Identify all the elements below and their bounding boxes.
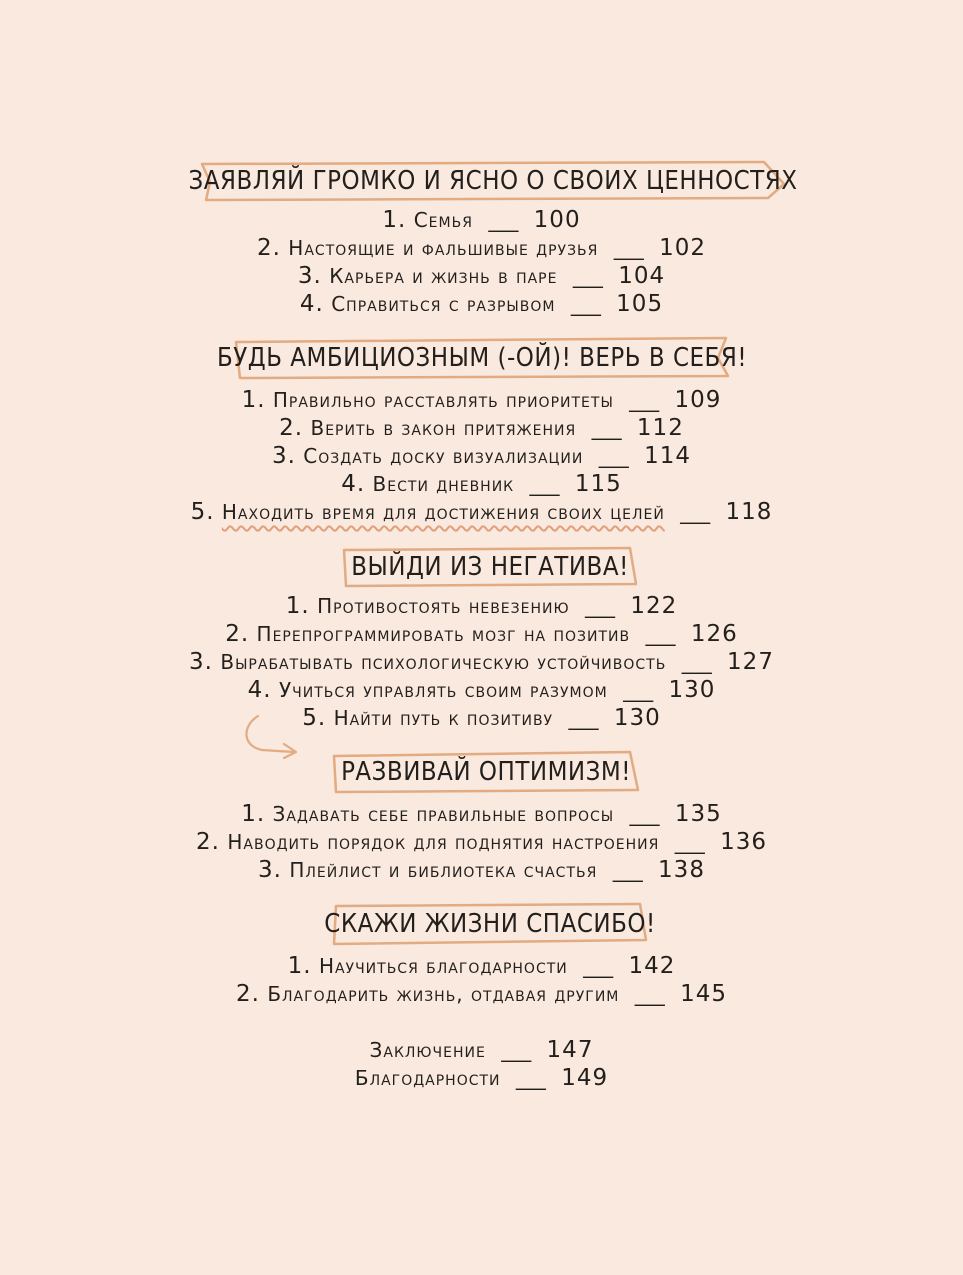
leader-dash: ___ [623,678,654,702]
section-2-banner [216,336,748,380]
leader-dash: ___ [612,858,643,882]
entry-page: 114 [644,443,691,469]
section-4-title: РАЗВИВАЙ ОПТИМИЗМ! [341,757,631,787]
entry-page: 109 [674,387,722,413]
leader-dash: ___ [613,236,644,260]
entry-page: 135 [674,801,722,827]
section-4-banner [330,750,642,794]
entry-page: 112 [636,415,684,441]
entry-title: Найти путь к позитиву [333,706,554,730]
entry-title: Правильно расставлять приоритеты [272,388,614,412]
entry-title: Справиться с разрывом [331,292,556,316]
entry-page: 145 [680,981,727,1007]
leader-dash: ___ [598,444,629,468]
entry-number: 1. [241,801,266,827]
leader-dash: ___ [681,650,712,674]
entry-number: 5. [302,705,327,731]
entry-number: 4. [341,471,366,497]
leader-dash: ___ [629,802,660,826]
entry-number: 2. [256,235,281,261]
toc-entry[interactable] [0,952,963,980]
entry-page: 130 [613,705,661,731]
leader-dash: ___ [584,594,615,618]
entry-number: 2. [196,829,220,855]
entry-number: 3. [271,443,296,469]
entry-title: Перепрограммировать мозг на позитив [256,622,631,646]
entry-title: Плейлист и библиотека счастья [289,858,598,882]
entry-title: Карьера и жизнь в паре [329,264,558,288]
entry-title: Учиться управлять своим разумом [278,678,608,702]
toc-entry[interactable] [0,592,963,620]
entry-page: 127 [727,649,774,675]
leader-dash: ___ [629,388,660,412]
entry-number: 2. [236,981,260,1007]
toc-entry[interactable] [0,414,963,442]
entry-title: Вырабатывать психологическую устойчивость [220,650,667,674]
entry-page: 147 [546,1037,594,1063]
section-1-banner [188,160,798,202]
entry-title: Заключение [369,1038,486,1062]
toc-entry[interactable] [0,856,963,884]
toc-entry[interactable] [0,290,963,318]
entry-number: 4. [247,677,272,703]
leader-dash: ___ [674,830,705,854]
toc-entry[interactable] [0,620,963,648]
entry-page: 126 [690,621,738,647]
toc-entry[interactable] [0,800,963,828]
leader-dash: ___ [501,1038,532,1062]
leader-dash: ___ [529,472,560,496]
toc-entry[interactable] [0,704,963,732]
entry-page: 104 [618,263,666,289]
leader-dash: ___ [583,954,614,978]
entry-page: 149 [561,1065,609,1091]
entry-number: 1. [382,207,407,233]
leader-dash: ___ [570,292,601,316]
entry-number: 3. [297,263,322,289]
entry-title: Благодарности [354,1066,501,1090]
entry-title: Противостоять невезению [317,594,570,618]
entry-title: Настоящие и фальшивые друзья [288,236,599,260]
entry-number: 4. [299,291,324,317]
entry-title: Верить в закон притяжения [310,416,577,440]
entry-title: Семья [413,208,473,232]
entry-number: 2. [225,621,250,647]
toc-entry[interactable] [0,648,963,676]
toc-entry[interactable] [0,980,963,1008]
toc-entry-conclusion[interactable] [0,1036,963,1064]
entry-title: Находить время для достижения своих целей [221,500,665,524]
leader-dash: ___ [645,622,676,646]
entry-page: 122 [630,593,678,619]
entry-page: 130 [668,677,716,703]
toc-entry[interactable] [0,470,963,498]
entry-page: 105 [616,291,664,317]
toc-entry[interactable] [0,828,963,856]
entry-number: 3. [189,649,213,675]
entry-page: 142 [628,953,676,979]
leader-dash: ___ [680,500,711,524]
leader-dash: ___ [634,982,665,1006]
entry-page: 100 [533,207,581,233]
leader-dash: ___ [591,416,622,440]
entry-page: 136 [720,829,767,855]
entry-title: Наводить порядок для поднятия настроения [227,830,660,854]
entry-page: 115 [574,471,622,497]
leader-dash: ___ [488,208,519,232]
leader-dash: ___ [568,706,599,730]
entry-number: 5. [190,499,215,525]
entry-number: 1. [287,953,312,979]
toc-entry[interactable] [0,234,963,262]
section-2-title: БУДЬ АМБИЦИОЗНЫМ (-ОЙ)! ВЕРЬ В СЕБЯ! [216,343,748,373]
entry-title: Вести дневник [372,472,515,496]
section-3-banner [340,546,640,588]
section-3-title: ВЫЙДИ ИЗ НЕГАТИВА! [351,552,629,582]
leader-dash: ___ [515,1066,546,1090]
section-1-title: ЗАЯВЛЯЙ ГРОМКО И ЯСНО О СВОИХ ЦЕННОСТЯХ [188,166,798,196]
section-5-title: СКАЖИ ЖИЗНИ СПАСИБО! [324,909,656,939]
section-5-banner [324,902,656,946]
toc-entry-acknowledgements[interactable] [0,1064,963,1092]
toc-entry[interactable] [0,442,963,470]
entry-page: 102 [659,235,707,261]
entry-page: 118 [725,499,773,525]
entry-number: 3. [258,857,282,883]
entry-title: Благодарить жизнь, отдавая другим [267,982,620,1006]
toc-entry[interactable] [0,262,963,290]
toc-entry[interactable] [0,676,963,704]
toc-entry[interactable] [0,206,963,234]
toc-entry[interactable] [0,498,963,526]
entry-number: 1. [285,593,310,619]
leader-dash: ___ [572,264,603,288]
entry-title: Задавать себе правильные вопросы [272,802,615,826]
entry-title: Создать доску визуализации [303,444,584,468]
entry-number: 2. [279,415,304,441]
toc-entry[interactable] [0,386,963,414]
entry-number: 1. [241,387,266,413]
entry-title: Научиться благодарности [318,954,568,978]
curved-arrow-icon [240,712,310,760]
entry-page: 138 [658,857,705,883]
